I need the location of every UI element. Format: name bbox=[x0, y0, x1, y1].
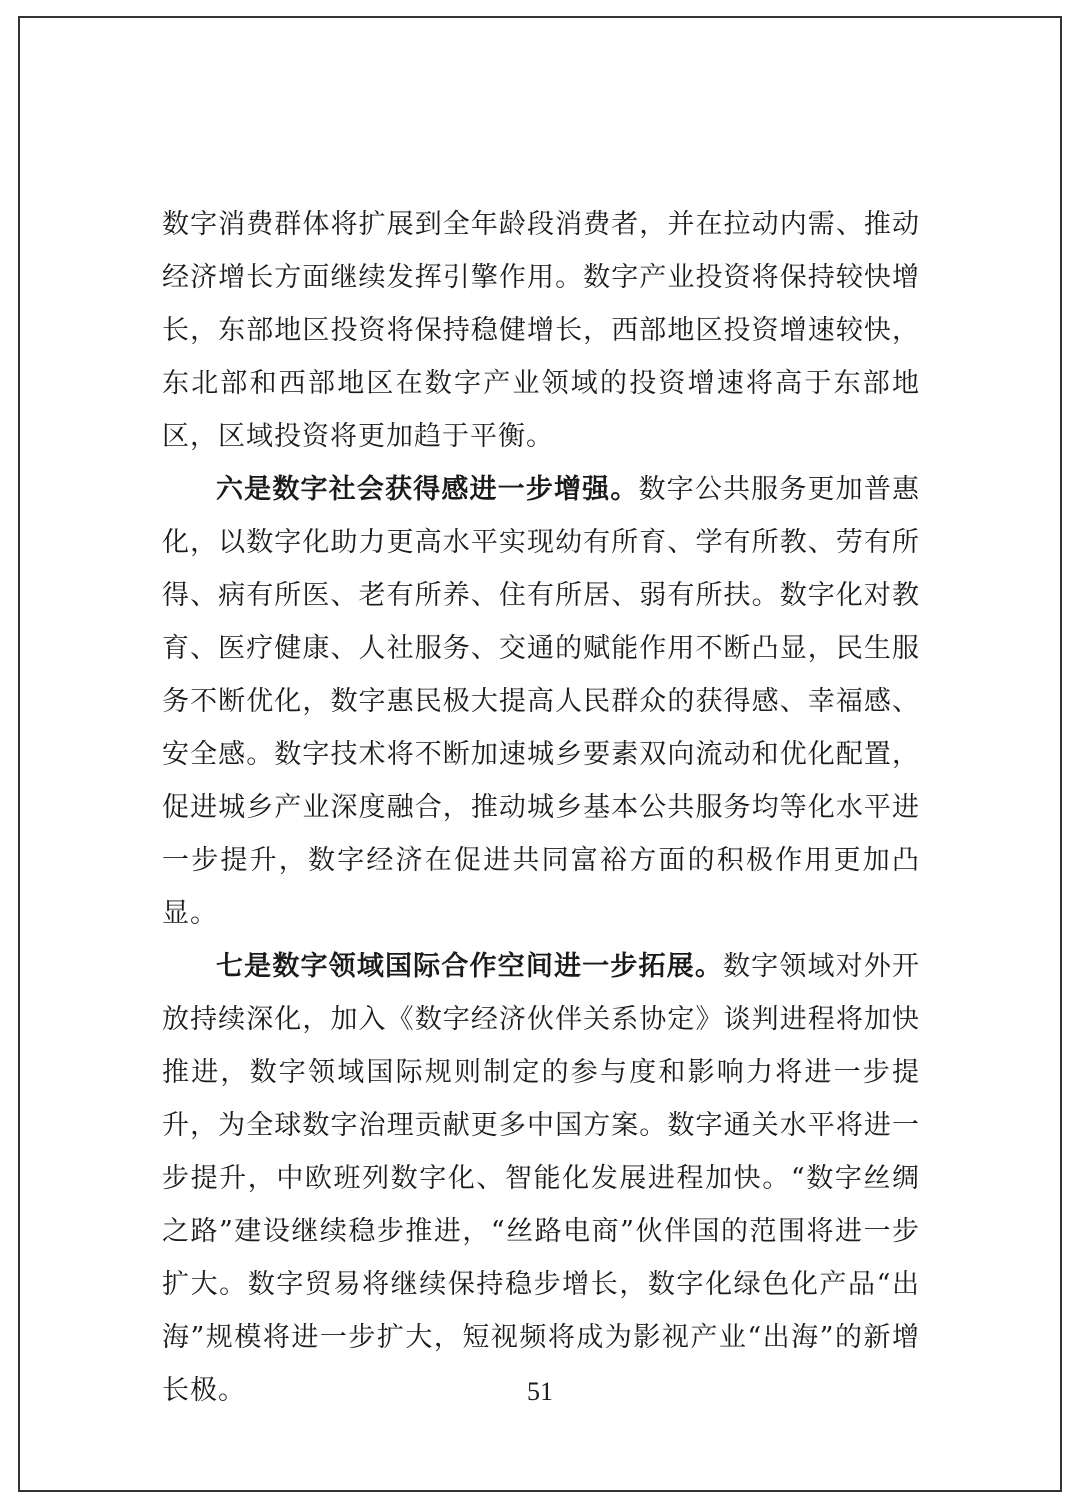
paragraph-lead-heading: 七是数字领域国际合作空间进一步拓展。 bbox=[216, 951, 723, 982]
paragraph-digital-society bbox=[162, 463, 920, 940]
paragraph-consumption-investment bbox=[162, 198, 920, 463]
paragraph-text: 数字领域对外开放持续深化，加入《数字经济伙伴关系协定》谈判进程将加快推进，数字领域国际规则制定的参与度和影响力将进一步提升，为全球数字治理贡献更多中国方案。数字通关水平将进一步提升，中欧班列数字化、智能化发展进程加快。“数字丝绸之路”建设继续稳步推进，“丝路电商”伙伴国的范围将进一步扩大。数字贸易将继续保持稳步增长，数字化绿色化产品“出海”规模将进一步扩大，短视频将成为影视产业“出海”的新增长极。 bbox=[162, 951, 920, 1406]
paragraph-text: 数字公共服务更加普惠化，以数字化助力更高水平实现幼有所育、学有所教、劳有所得、病有所医、老有所养、住有所居、弱有所扶。数字化对教育、医疗健康、人社服务、交通的赋能作用不断凸显，民生服务不断优化，数字惠民极大提高人民群众的获得感、幸福感、安全感。数字技术将不断加速城乡要素双向流动和优化配置，促进城乡产业深度融合，推动城乡基本公共服务均等化水平进一步提升，数字经济在促进共同富裕方面的积极作用更加凸显。 bbox=[162, 474, 920, 929]
paragraph-lead-heading: 六是数字社会获得感进一步增强。 bbox=[216, 474, 639, 505]
page-number: 51 bbox=[527, 1377, 553, 1406]
paragraph-international-cooperation bbox=[162, 940, 920, 1417]
paragraph-text: 数字消费群体将扩展到全年龄段消费者，并在拉动内需、推动经济增长方面继续发挥引擎作用。数字产业投资将保持较快增长，东部地区投资将保持稳健增长，西部地区投资增速较快，东北部和西部地区在数字产业领域的投资增速将高于东部地区，区域投资将更加趋于平衡。 bbox=[162, 209, 920, 452]
document-body bbox=[162, 198, 920, 1417]
